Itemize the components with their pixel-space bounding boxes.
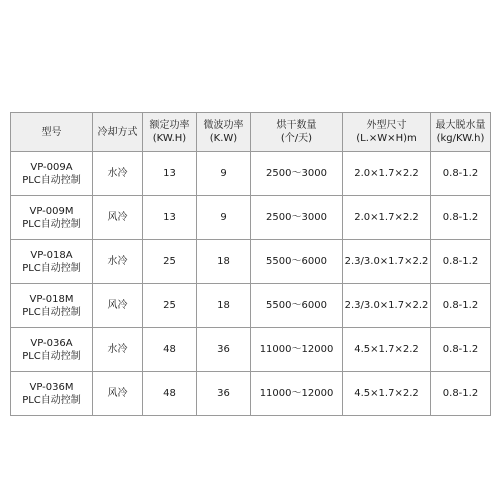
cell-dehydration: 0.8-1.2 <box>431 196 491 240</box>
cell-cooling: 水冷 <box>93 152 143 196</box>
cell-model <box>11 284 93 328</box>
header-dimensions: 外型尺寸 (L.×W×H)m <box>343 113 431 152</box>
table-row <box>11 372 491 416</box>
table-row <box>11 196 491 240</box>
spec-table <box>10 112 491 416</box>
model-code: VP-018M <box>29 293 74 305</box>
header-row <box>11 113 491 152</box>
cell-dimensions: 2.3/3.0×1.7×2.2 <box>343 284 431 328</box>
cell-cooling: 风冷 <box>93 372 143 416</box>
cell-microwave-power: 36 <box>197 372 251 416</box>
table-row <box>11 240 491 284</box>
header-rated-power: 额定功率 (KW.H) <box>143 113 197 152</box>
control-type: PLC自动控制 <box>22 350 81 362</box>
cell-quantity: 11000～12000 <box>251 328 343 372</box>
cell-dehydration: 0.8-1.2 <box>431 372 491 416</box>
header-microwave-power: 微波功率 (K.W) <box>197 113 251 152</box>
cell-quantity: 2500～3000 <box>251 152 343 196</box>
cell-dehydration: 0.8-1.2 <box>431 328 491 372</box>
cell-rated-power: 13 <box>143 196 197 240</box>
cell-dimensions: 4.5×1.7×2.2 <box>343 372 431 416</box>
cell-microwave-power: 36 <box>197 328 251 372</box>
cell-dimensions: 2.3/3.0×1.7×2.2 <box>343 240 431 284</box>
cell-microwave-power: 18 <box>197 284 251 328</box>
control-type: PLC自动控制 <box>22 306 81 318</box>
cell-model <box>11 372 93 416</box>
table-row <box>11 284 491 328</box>
cell-microwave-power: 18 <box>197 240 251 284</box>
cell-cooling: 风冷 <box>93 284 143 328</box>
cell-dehydration: 0.8-1.2 <box>431 152 491 196</box>
cell-model <box>11 240 93 284</box>
cell-dimensions: 2.0×1.7×2.2 <box>343 152 431 196</box>
model-code: VP-018A <box>30 249 73 261</box>
cell-cooling: 水冷 <box>93 240 143 284</box>
cell-dehydration: 0.8-1.2 <box>431 240 491 284</box>
control-type: PLC自动控制 <box>22 394 81 406</box>
cell-rated-power: 48 <box>143 328 197 372</box>
cell-rated-power: 25 <box>143 284 197 328</box>
model-code: VP-009M <box>29 205 74 217</box>
header-model: 型号 <box>11 113 93 152</box>
cell-microwave-power: 9 <box>197 196 251 240</box>
cell-microwave-power: 9 <box>197 152 251 196</box>
cell-rated-power: 48 <box>143 372 197 416</box>
cell-quantity: 2500～3000 <box>251 196 343 240</box>
control-type: PLC自动控制 <box>22 174 81 186</box>
header-quantity: 烘干数量 (个/天) <box>251 113 343 152</box>
cell-model <box>11 152 93 196</box>
cell-rated-power: 25 <box>143 240 197 284</box>
control-type: PLC自动控制 <box>22 218 81 230</box>
model-code: VP-036A <box>30 337 73 349</box>
cell-rated-power: 13 <box>143 152 197 196</box>
cell-quantity: 5500～6000 <box>251 284 343 328</box>
cell-model <box>11 328 93 372</box>
cell-quantity: 5500～6000 <box>251 240 343 284</box>
model-code: VP-036M <box>29 381 74 393</box>
cell-cooling: 水冷 <box>93 328 143 372</box>
table-row <box>11 328 491 372</box>
cell-model <box>11 196 93 240</box>
model-code: VP-009A <box>30 161 73 173</box>
control-type: PLC自动控制 <box>22 262 81 274</box>
table-row <box>11 152 491 196</box>
cell-cooling: 风冷 <box>93 196 143 240</box>
cell-dimensions: 2.0×1.7×2.2 <box>343 196 431 240</box>
cell-quantity: 11000～12000 <box>251 372 343 416</box>
header-dehydration: 最大脱水量 (kg/KW.h) <box>431 113 491 152</box>
header-cooling: 冷却方式 <box>93 113 143 152</box>
cell-dehydration: 0.8-1.2 <box>431 284 491 328</box>
cell-dimensions: 4.5×1.7×2.2 <box>343 328 431 372</box>
